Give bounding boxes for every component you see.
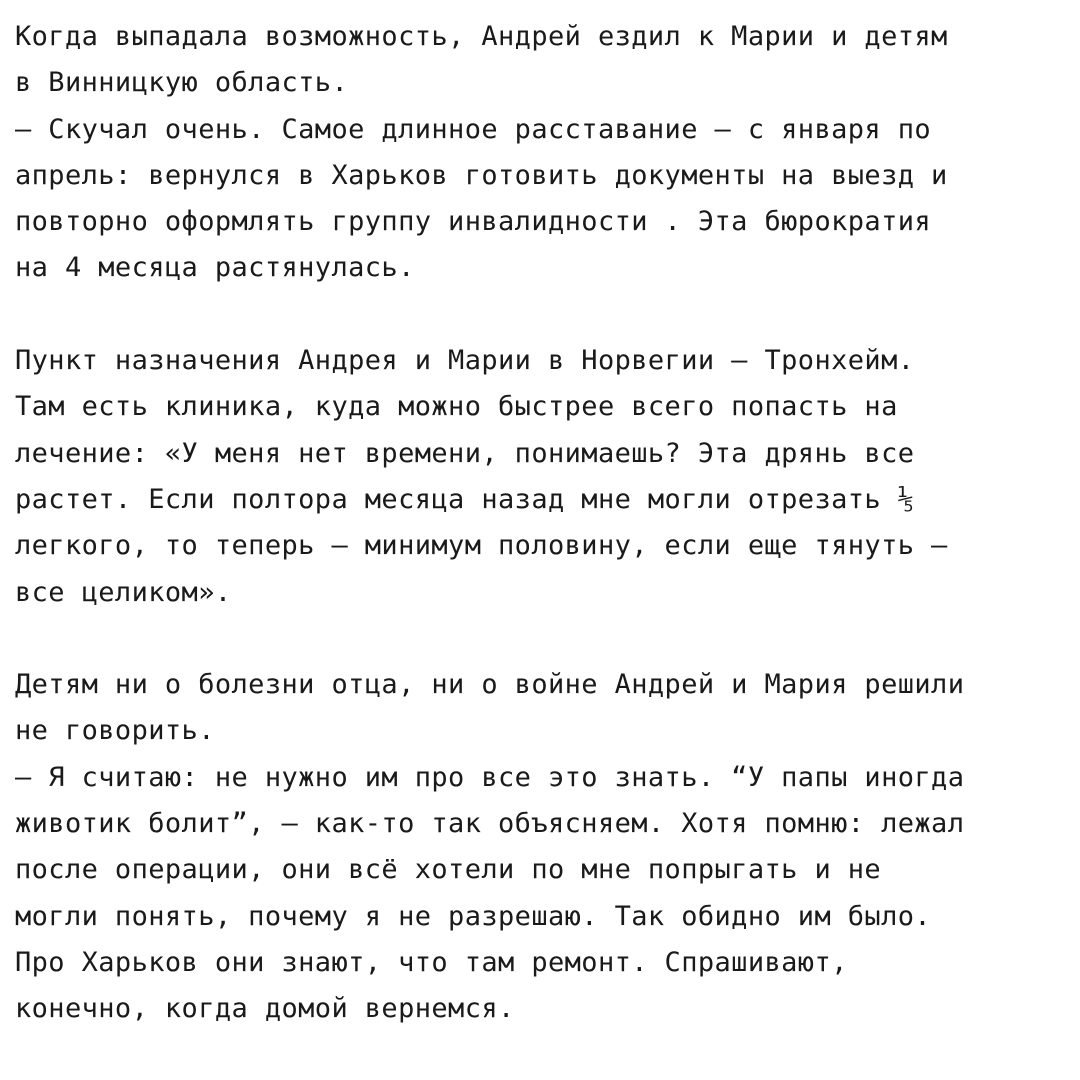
text-line: в Винницкую область. [15,67,349,99]
text-line: растет. Если полтора месяца назад мне могли отрезать ⅕ [15,483,915,515]
paragraph-gap [15,616,1070,662]
text-line: Когда выпадала возможность, Андрей ездил к Марии и детям [15,21,948,52]
text-line: могли понять, почему я не разрешаю. Так обидно им было. [15,900,932,932]
text-line: лечение: «У меня нет времени, понимаешь? Эта дрянь все [15,437,915,469]
text-line: не говорить. [15,715,215,747]
text-line: апрель: вернулся в Харьков готовить документы на выезд и [15,159,948,191]
text-line: – Скучал очень. Самое длинное расставание – с января по [15,113,932,145]
text-line: Пункт назначения Андрея и Марии в Норвегии – Тронхейм. [15,345,915,377]
text-line: – Я считаю: не нужно им про все это знать. “У папы иногда [15,761,965,793]
text-line: повторно оформлять группу инвалидности . Эта бюрократия [15,206,932,238]
text-line: конечно, когда домой вернемся. [15,993,515,1025]
document-body [15,14,1070,1033]
text-line: на 4 месяца растянулась. [15,252,415,284]
text-line: Детям ни о болезни отца, ни о войне Андрей и Мария решили [15,669,965,701]
paragraph-gap [15,292,1070,338]
text-line: Про Харьков они знают, что там ремонт. Спрашивают, [15,946,848,978]
text-line: все целиком». [15,576,232,608]
text-line: после операции, они всё хотели по мне попрыгать и не [15,854,882,886]
text-line: животик болит”, – как-то так объясняем. Хотя помню: лежал [15,808,965,840]
text-line: легкого, то теперь – минимум половину, если еще тянуть – [15,530,948,562]
text-line: Там есть клиника, куда можно быстрее всего попасть на [15,391,898,423]
